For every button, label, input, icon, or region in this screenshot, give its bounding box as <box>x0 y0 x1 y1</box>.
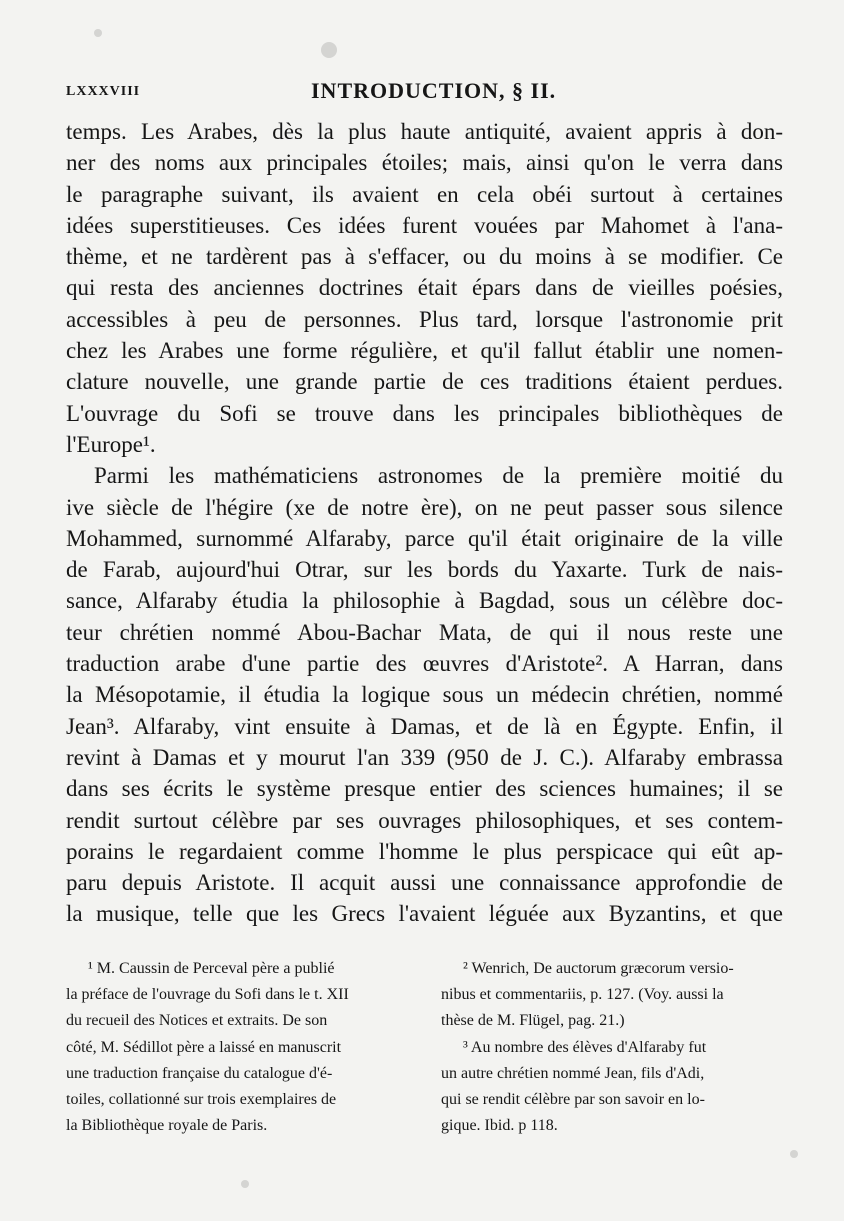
main-text-line: temps. Les Arabes, dès la plus haute antiquité, avaient appris à don- <box>66 119 783 144</box>
main-text-line: la musique, telle que les Grecs l'avaient léguée aux Byzantins, et que <box>66 901 783 927</box>
paper-spot <box>94 29 102 37</box>
footnotes <box>66 956 783 1146</box>
main-text-line: porains le regardaient comme l'homme le plus perspicace qui eût ap- <box>66 838 783 864</box>
main-text-line: teur chrétien nommé Abou-Bachar Mata, de qui il nous reste une <box>66 619 783 645</box>
main-text-line: ner des noms aux principales étoiles; mais, ainsi qu'on le verra dans <box>66 150 783 176</box>
main-text-line: le paragraphe suivant, ils avaient en cela obéi surtout à certaines <box>66 181 783 207</box>
main-text-block <box>66 116 783 930</box>
main-text-line: Jean³. Alfaraby, vint ensuite à Damas, et de là en Égypte. Enfin, il <box>66 713 783 739</box>
footnote-line: une traduction française du catalogue d'é- <box>66 1064 333 1082</box>
main-text-line: la Mésopotamie, il étudia la logique sous un médecin chrétien, nommé <box>66 682 783 708</box>
main-text-line: idées superstitieuses. Ces idées furent vouées par Mahomet à l'ana- <box>66 212 783 238</box>
footnote-column-left <box>66 956 406 1139</box>
main-text-line: rendit surtout célèbre par ses ouvrages philosophiques, et ses contem- <box>66 807 783 833</box>
footnote-line: la préface de l'ouvrage du Sofi dans le t. XII <box>66 986 349 1004</box>
footnote-line: thèse de M. Flügel, pag. 21.) <box>441 1012 625 1030</box>
main-text-line: Mohammed, surnommé Alfaraby, parce qu'il était originaire de la ville <box>66 525 783 551</box>
main-text-line: L'ouvrage du Sofi se trouve dans les principales bibliothèques de <box>66 400 783 426</box>
main-text-line: Parmi les mathématiciens astronomes de la première moitié du <box>94 463 783 489</box>
main-text-line: thème, et ne tardèrent pas à s'effacer, ou du moins à se modifier. Ce <box>66 244 783 270</box>
main-text-line: qui resta des anciennes doctrines était épars dans de vieilles poésies, <box>66 275 783 301</box>
page-number: LXXXVIII <box>66 84 141 99</box>
main-text-line: sance, Alfaraby étudia la philosophie à Bagdad, sous un célèbre doc- <box>66 588 783 614</box>
main-text-line: paru depuis Aristote. Il acquit aussi une connaissance approfondie de <box>66 870 783 896</box>
main-text-line: chez les Arabes une forme régulière, et qu'il fallut établir une nomen- <box>66 338 783 364</box>
main-text-line: l'Europe¹. <box>66 431 156 457</box>
footnote-line: qui se rendit célèbre par son savoir en lo- <box>441 1090 705 1108</box>
main-text-line: dans ses écrits le système presque entier des sciences humaines; il se <box>66 776 783 802</box>
footnote-line: nibus et commentariis, p. 127. (Voy. aussi la <box>441 986 724 1004</box>
page-header <box>66 72 778 108</box>
footnote-line: un autre chrétien nommé Jean, fils d'Adi, <box>441 1064 705 1082</box>
footnote-column-right <box>441 956 781 1139</box>
footnote-line: du recueil des Notices et extraits. De son <box>66 1012 328 1030</box>
main-text-line: revint à Damas et y mourut l'an 339 (950 de J. C.). Alfaraby embrassa <box>66 744 783 770</box>
paper-spot <box>321 42 337 58</box>
paper-spot <box>241 1180 249 1188</box>
main-text-line: ive siècle de l'hégire (xe de notre ère), on ne peut passer sous silence <box>66 494 783 520</box>
footnote-line: toiles, collationné sur trois exemplaires de <box>66 1090 337 1108</box>
footnote-line: gique. Ibid. p 118. <box>441 1117 558 1135</box>
paper-spot <box>790 1150 798 1158</box>
footnote-line: la Bibliothèque royale de Paris. <box>66 1117 268 1135</box>
main-text-line: accessibles à peu de personnes. Plus tard, lorsque l'astronomie prit <box>66 306 783 332</box>
footnote-line: ¹ M. Caussin de Perceval père a publié <box>88 960 335 977</box>
running-title: INTRODUCTION, § II. <box>311 78 557 103</box>
main-text-line: clature nouvelle, une grande partie de ces traditions étaient perdues. <box>66 369 783 395</box>
footnote-line: ² Wenrich, De auctorum græcorum versio- <box>463 960 734 977</box>
footnote-line: ³ Au nombre des élèves d'Alfaraby fut <box>463 1038 707 1056</box>
footnote-line: côté, M. Sédillot père a laissé en manuscrit <box>66 1038 342 1056</box>
main-text-line: de Farab, aujourd'hui Otrar, sur les bords du Yaxarte. Turk de nais- <box>66 557 783 583</box>
main-text-line: traduction arabe d'une partie des œuvres d'Aristote². A Harran, dans <box>66 651 783 677</box>
